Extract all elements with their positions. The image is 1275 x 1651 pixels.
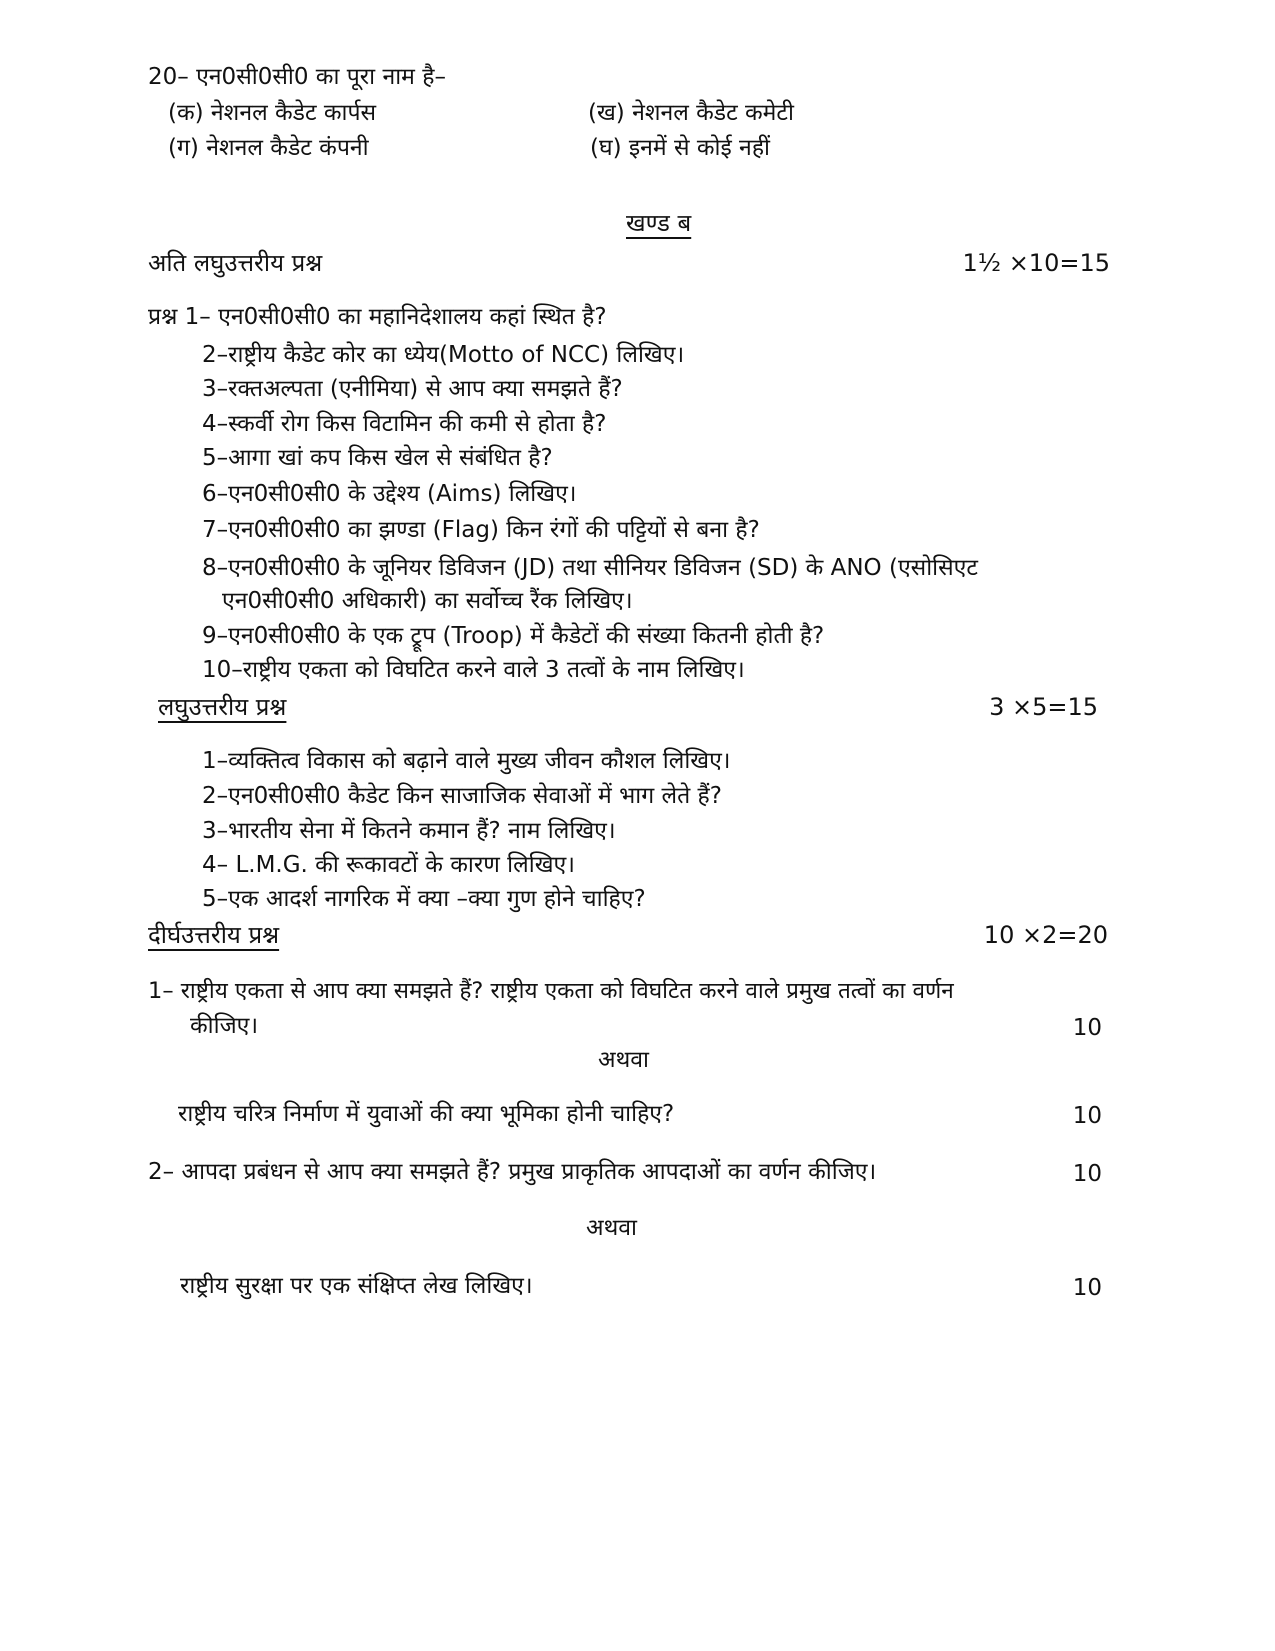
short-question-4: 4– L.M.G. की रूकावटों के कारण लिखिए।	[202, 852, 575, 878]
long-question-1-alt-marks: 10	[1072, 1103, 1102, 1129]
short-question-1: 1–व्यक्तित्व विकास को बढ़ाने वाले मुख्य जीवन कौशल लिखिए।	[202, 748, 731, 774]
long-question-1-alt: राष्ट्रीय चरित्र निर्माण में युवाओं की क्या भूमिका होनी चाहिए?	[178, 1101, 675, 1127]
vs-question-4: 4–स्कर्वी रोग किस विटामिन की कमी से होता है?	[202, 411, 607, 437]
long-question-2: 2– आपदा प्रबंधन से आप क्या समझते हैं? प्रमुख प्राकृतिक आपदाओं का वर्णन कीजिए।	[148, 1159, 877, 1185]
very-short-heading: अति लघुउत्तरीय प्रश्न	[148, 249, 323, 277]
q20-option-gha: (घ) इनमें से कोई नहीं	[590, 135, 770, 161]
vs-question-5: 5–आगा खां कप किस खेल से संबंधित है?	[202, 445, 553, 471]
long-question-1-cont: कीजिए।	[190, 1013, 259, 1039]
very-short-marks: 1½ ×10=15	[962, 249, 1110, 277]
long-question-2-marks: 10	[1072, 1161, 1102, 1187]
long-question-1: 1– राष्ट्रीय एकता से आप क्या समझते हैं? राष्ट्रीय एकता को विघटित करने वाले प्रमुख तत्वों का वर्णन	[148, 978, 954, 1004]
vs-question-10: 10–राष्ट्रीय एकता को विघटित करने वाले 3 तत्वों के नाम लिखिए।	[202, 657, 745, 683]
or-label-1: अथवा	[598, 1047, 650, 1073]
short-question-3: 3–भारतीय सेना में कितने कमान हैं? नाम लिखिए।	[202, 818, 616, 844]
vs-question-8-cont: एन0सी0सी0 अधिकारी) का सर्वोच्च रैंक लिखिए।	[222, 588, 633, 614]
long-question-1-marks: 10	[1072, 1015, 1102, 1041]
q20-option-ka: (क) नेशनल कैडेट कार्पस	[168, 100, 377, 126]
long-question-2-alt: राष्ट्रीय सुरक्षा पर एक संक्षिप्त लेख लिखिए।	[180, 1273, 533, 1299]
vs-question-8: 8–एन0सी0सी0 के जूनियर डिविजन (JD) तथा सीनियर डिविजन (SD) के ANO (एसोसिएट	[202, 555, 978, 581]
short-question-5: 5–एक आदर्श नागरिक में क्या –क्या गुण होने चाहिए?	[202, 886, 646, 912]
vs-question-2: 2–राष्ट्रीय कैडेट कोर का ध्येय(Motto of NCC) लिखिए।	[202, 342, 685, 368]
short-question-2: 2–एन0सी0सी0 कैडेट किन साजाजिक सेवाओं में भाग लेते हैं?	[202, 783, 722, 809]
vs-question-1: प्रश्न 1– एन0सी0सी0 का महानिदेशालय कहां स्थित है?	[148, 304, 607, 330]
short-marks: 3 ×5=15	[989, 693, 1098, 721]
vs-question-7: 7–एन0सी0सी0 का झण्डा (Flag) किन रंगों की पट्टियों से बना है?	[202, 517, 760, 543]
section-b-title: खण्ड ब	[626, 209, 692, 237]
vs-question-3: 3–रक्तअल्पता (एनीमिया) से आप क्या समझते हैं?	[202, 376, 623, 402]
vs-question-6: 6–एन0सी0सी0 के उद्देश्य (Aims) लिखिए।	[202, 481, 577, 507]
long-heading: दीर्घउत्तरीय प्रश्न	[148, 921, 280, 949]
long-question-2-alt-marks: 10	[1072, 1275, 1102, 1301]
vs-question-9: 9–एन0सी0सी0 के एक ट्रूप (Troop) में कैडेटों की संख्या कितनी होती है?	[202, 623, 825, 649]
long-marks: 10 ×2=20	[983, 921, 1108, 949]
or-label-2: अथवा	[586, 1215, 638, 1241]
short-heading: लघुउत्तरीय प्रश्न	[158, 693, 287, 721]
q20-option-ga: (ग) नेशनल कैडेट कंपनी	[168, 135, 369, 161]
question-20-stem: 20– एन0सी0सी0 का पूरा नाम है–	[148, 64, 446, 90]
q20-option-kha: (ख) नेशनल कैडेट कमेटी	[588, 100, 794, 126]
